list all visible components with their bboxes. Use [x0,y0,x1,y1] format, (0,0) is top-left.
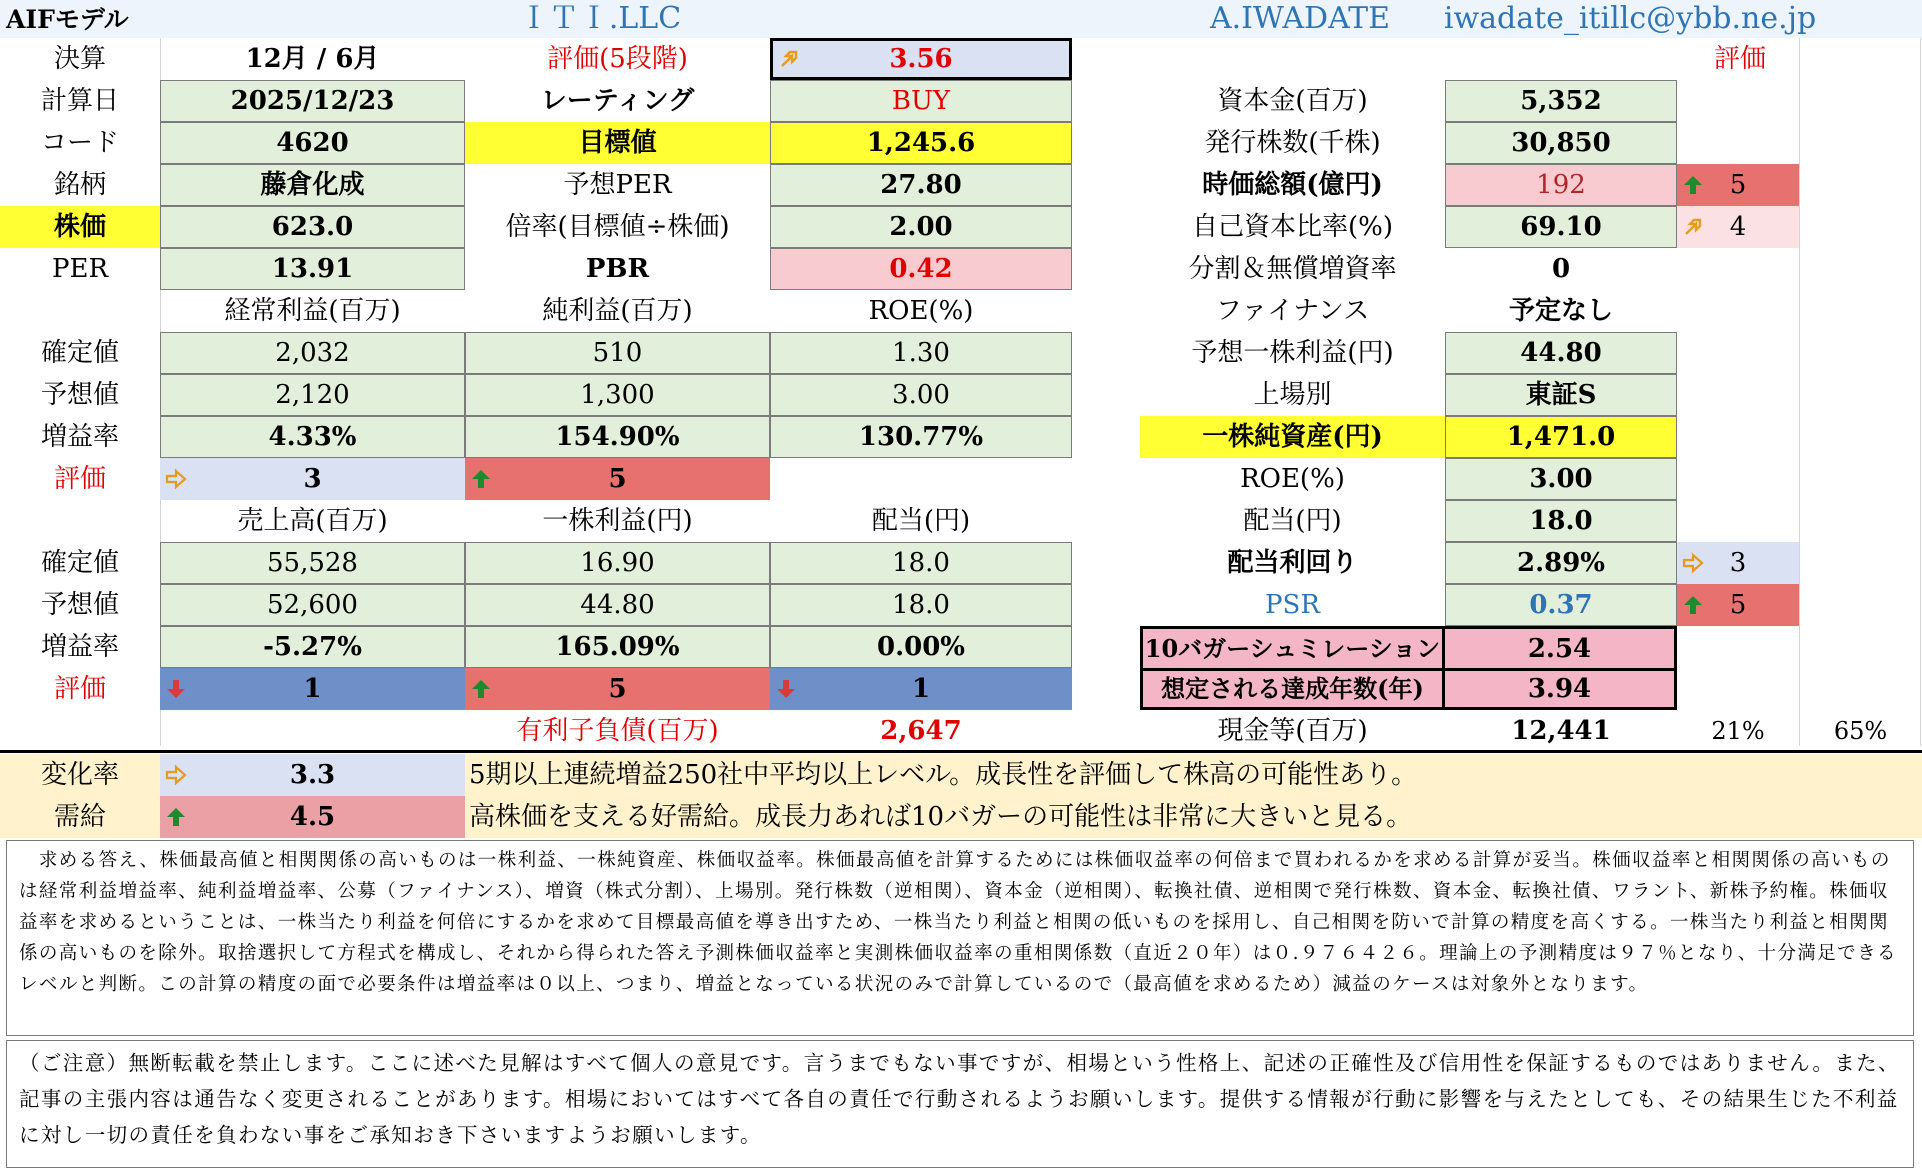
yoso2-label: 予想値 [40,590,119,620]
yoso-roe[interactable]: 3.00 [770,374,1072,416]
yoso2-eps[interactable]: 44.80 [465,584,770,626]
hyoka2-haito[interactable] [770,668,1072,710]
hyoka5-value[interactable] [770,38,1072,80]
hyoka2-uriage[interactable] [160,668,465,710]
arrow-up-icon [469,677,493,701]
kakutei-keijo[interactable]: 2,032 [160,332,465,374]
bps-label: 一株純資産(円) [1140,416,1445,458]
hyoka-junri-number: 5 [608,464,627,494]
jojo-label: 上場別 [1253,380,1332,410]
yoso-keijo[interactable]: 2,120 [160,374,465,416]
bairitsu-value[interactable]: 2.00 [770,206,1072,248]
haito2-value[interactable]: 18.0 [1445,500,1677,542]
yoso-junri[interactable]: 1,300 [465,374,770,416]
yoso-eps-value[interactable]: 44.80 [1445,332,1677,374]
psr-score-number: 5 [1729,590,1747,620]
code-value[interactable]: 4620 [160,122,465,164]
jiko-score-number: 4 [1729,212,1747,242]
jika-score-number: 5 [1729,170,1747,200]
hyoka2-eps-number: 5 [608,674,627,704]
pbr-value[interactable]: 0.42 [770,248,1072,290]
jojo-value[interactable]: 東証S [1445,374,1677,416]
psr-score[interactable] [1677,584,1799,626]
yoso-eps-label: 予想一株利益(円) [1191,338,1394,368]
nensu-value[interactable]: 3.94 [1442,668,1677,710]
rimawari-label: 配当利回り [1227,548,1358,578]
kabuka-value[interactable]: 623.0 [160,206,465,248]
hyoka2-haito-number: 1 [911,674,931,704]
jiko-value[interactable]: 69.10 [1445,206,1677,248]
henka-number: 3.3 [289,760,336,790]
bagger-value[interactable]: 2.54 [1442,626,1677,671]
kakutei-label: 確定値 [40,338,119,368]
roe2-label: ROE(%) [1240,464,1345,494]
keisanbi-label: 計算日 [40,86,119,116]
rating-value[interactable]: BUY [770,80,1072,122]
yoso-per-label: 予想PER [563,170,672,200]
zoeki-roe[interactable]: 130.77% [770,416,1072,458]
yoso2-haito[interactable]: 18.0 [770,584,1072,626]
henka-value[interactable] [160,754,465,796]
methodology-text: 求める答え、株価最高値と相関関係の高いものは一株利益、一株純資産、株価収益率。株価最高値を計算するためには株価収益率の何倍まで買われるかを求める計算が妥当。株価収益率と相関関係の高いものは経常利益増益率、純利益増益率、公募（ファイナンス）、増資（株式分割）、上場別。発行株数（逆相関）、資本金（逆相関）、転換社債、逆相関で発行株数、資本金、転換社債、ワラント、新株予約権。株価収益率を求めるということは、一株当たり利益を何倍にするかを求めて目標最高値を導き出すため、一株当たり利益と相関の低いものを採用し、自己相関を防いで計算の精度を高くする。一株当たり利益と相関関係の高いものを除外。取捨選択して方程式を構成し、それから得られた答え予測株価収益率と実測株価収益率の重相関係数（直近２０年）は０.９７６４２６。理論上の予測精度は９７％となり、十分満足できるレベルと判断。この計算の精度の面で必要条件は増益率は０以上、つまり、増益となっている状況のみで計算しているので（最高値を求めるため）減益のケースは対象外となります。 [19,850,1897,995]
kessan-label: 決算 [53,44,106,74]
author-name: A.IWADATE [1209,1,1391,36]
arrow-diagonal-icon [1681,215,1705,239]
keijo-head: 経常利益(百万) [224,296,401,326]
kessan-value[interactable]: 12月 / 6月 [245,44,380,74]
jiko-label: 自己資本比率(%) [1192,212,1393,242]
zoeki-junri[interactable]: 154.90% [465,416,770,458]
roe2-value[interactable]: 3.00 [1445,458,1677,500]
hyoka-keijo[interactable] [160,458,465,500]
haito2-label: 配当(円) [1243,506,1342,536]
yurishi-value[interactable]: 2,647 [880,716,962,746]
jukyu-number: 4.5 [289,802,336,832]
zoeki-keijo[interactable]: 4.33% [160,416,465,458]
arrow-up-icon [1681,593,1705,617]
arrow-right-icon [1681,551,1705,575]
bairitsu-label: 倍率(目標値÷株価) [505,212,730,242]
zoeki-label: 増益率 [40,422,119,452]
jukyu-label: 需給 [0,796,160,838]
arrow-right-icon [164,763,188,787]
jika-score[interactable] [1677,164,1799,206]
zoeki2-label: 増益率 [40,632,119,662]
zoeki2-eps[interactable]: 165.09% [465,626,770,668]
genkin-value[interactable]: 12,441 [1511,716,1611,746]
per-value[interactable]: 13.91 [160,248,465,290]
kakutei-roe[interactable]: 1.30 [770,332,1072,374]
henka-label: 変化率 [0,754,160,796]
kakutei2-eps[interactable]: 16.90 [465,542,770,584]
hyoka-header: 評価 [1713,44,1766,74]
mokuhyo-label: 目標値 [465,122,770,164]
hakko-label: 発行株数(千株) [1204,128,1381,158]
model-label: AIFモデル [6,4,129,34]
disclaimer-note [6,1040,1914,1168]
disclaimer-text: （ご注意）無断転載を禁止します。ここに述べた見解はすべて個人の意見です。言うまでもない事ですが、相場という性格上、記述の正確性及び信用性を保証するものではありません。また、記事の主張内容は通告なく変更されることがあります。相場においてはすべて各自の責任で行動されるようお願いします。提供する情報が行動に影響を与えたとしても、その結果生じた不利益に対し一切の責任を負わない事をご承知おき下さいますようお願いします。 [19,1051,1900,1147]
section-divider [0,750,1922,753]
arrow-up-icon [1681,173,1705,197]
roe-head: ROE(%) [868,296,974,326]
keisanbi-value[interactable]: 2025/12/23 [160,80,465,122]
bunkatsu-value[interactable]: 0 [1551,254,1571,284]
jiko-score[interactable] [1677,206,1799,248]
hyoka2-label: 評価 [53,674,106,704]
bagger-label: 10バガーシュミレーション [1140,626,1445,671]
hakko-value[interactable]: 30,850 [1445,122,1677,164]
shihonkin-label: 資本金(百万) [1217,86,1368,116]
yoso-label: 予想値 [40,380,119,410]
arrow-down-icon [774,677,798,701]
hyoka-row-label: 評価 [53,464,106,494]
psr-value[interactable]: 0.37 [1445,584,1677,626]
eps-head: 一株利益(円) [542,506,693,536]
finance-label: ファイナンス [1215,296,1370,326]
uriage-head: 売上高(百万) [237,506,388,536]
methodology-note [6,840,1914,1036]
hyoka2-eps[interactable] [465,668,770,710]
company-name: ＩＴＩ.LLC [518,1,682,36]
bps-value[interactable]: 1,471.0 [1445,416,1677,458]
hyoka-keijo-number: 3 [303,464,322,494]
yoso-per-value[interactable]: 27.80 [770,164,1072,206]
hyoka5-label: 評価(5段階) [547,44,688,74]
hyoka5-number: 3.56 [889,44,953,74]
jukyu-value[interactable] [160,796,465,838]
nensu-label: 想定される達成年数(年) [1140,668,1445,710]
kakutei2-label: 確定値 [40,548,119,578]
rimawari-value[interactable]: 2.89% [1445,542,1677,584]
meigara-label: 銘柄 [53,170,106,200]
bunkatsu-label: 分割＆無償増資率 [1188,254,1397,284]
rimawari-score-number: 3 [1729,548,1747,578]
arrow-diagonal-icon [777,47,801,71]
arrow-up-icon [164,805,188,829]
arrow-up-icon [469,467,493,491]
jika-label: 時価総額(億円) [1202,170,1383,200]
pbr-label: PBR [585,254,650,284]
zoeki2-uriage[interactable]: -5.27% [160,626,465,668]
kakutei-junri[interactable]: 510 [465,332,770,374]
junri-head: 純利益(百万) [542,296,693,326]
pct2-value[interactable]: 65% [1833,717,1888,745]
per-label: PER [51,254,109,284]
haito-head: 配当(円) [871,506,971,536]
code-label: コード [40,128,119,158]
arrow-down-icon [164,677,188,701]
hyoka-junri[interactable] [465,458,770,500]
kakutei2-haito[interactable]: 18.0 [770,542,1072,584]
author-email[interactable]: iwadate_itillc@ybb.ne.jp [1443,1,1817,36]
yoso2-uriage[interactable]: 52,600 [160,584,465,626]
rimawari-score[interactable] [1677,542,1799,584]
rating-label: レーティング [540,86,695,116]
kakutei2-uriage[interactable]: 55,528 [160,542,465,584]
genkin-label: 現金等(百万) [1217,716,1368,746]
arrow-right-icon [164,467,188,491]
jika-value[interactable]: 192 [1445,164,1677,206]
kabuka-label: 株価 [0,206,160,248]
finance-value[interactable]: 予定なし [1508,296,1613,326]
psr-label: PSR [1265,590,1320,620]
shihonkin-value[interactable]: 5,352 [1445,80,1677,122]
yurishi-label: 有利子負債(百万) [516,716,719,746]
hyoka2-uriage-number: 1 [303,674,322,704]
meigara-value[interactable]: 藤倉化成 [160,164,465,206]
henka-comment: 5期以上連続増益250社中平均以上レベル。成長性を評価して株高の可能性あり。 [465,754,1922,796]
jukyu-comment: 高株価を支える好需給。成長力あれば10バガーの可能性は非常に大きいと見る。 [465,796,1922,838]
mokuhyo-value[interactable]: 1,245.6 [770,122,1072,164]
pct1-value[interactable]: 21% [1711,717,1765,745]
zoeki2-haito[interactable]: 0.00% [770,626,1072,668]
